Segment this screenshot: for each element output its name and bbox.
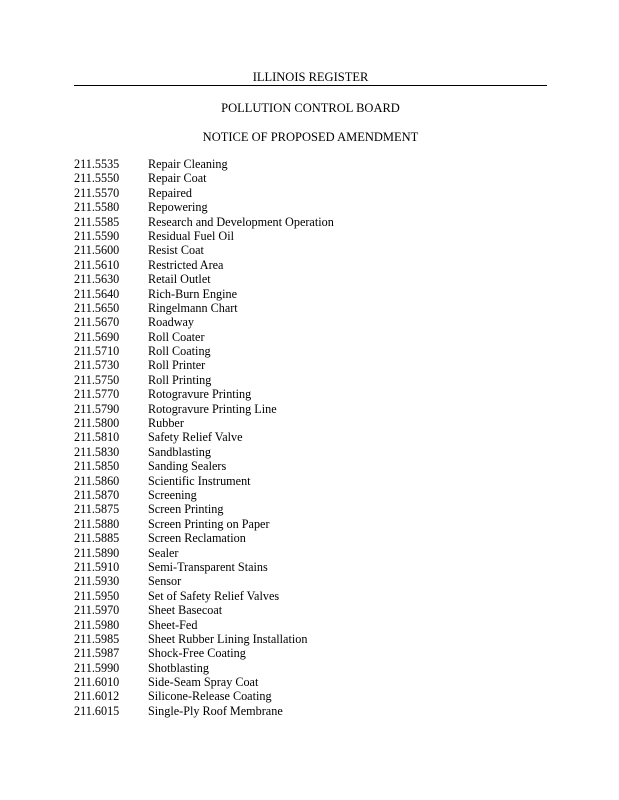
definition-term: Research and Development Operation: [148, 214, 334, 229]
list-item: [74, 560, 334, 574]
list-item: [74, 373, 334, 387]
list-item: [74, 315, 334, 329]
header-rule: [74, 85, 547, 86]
definition-term: Repair Cleaning: [148, 157, 228, 171]
section-number: 211.5535: [74, 157, 120, 171]
list-item: [74, 603, 334, 617]
definition-term: Resist Coat: [148, 243, 204, 258]
section-number: 211.5570: [74, 185, 120, 200]
section-number: 211.5850: [74, 459, 120, 474]
list-item: [74, 287, 334, 301]
section-number: 211.5670: [74, 315, 120, 330]
section-number: 211.5885: [74, 531, 120, 546]
definition-term: Sheet Basecoat: [148, 603, 223, 618]
section-number: 211.5650: [74, 300, 120, 315]
definition-term: Screen Reclamation: [148, 531, 246, 546]
definition-term: Semi-Transparent Stains: [148, 559, 268, 574]
list-item: [74, 675, 334, 689]
board-name: POLLUTION CONTROL BOARD: [221, 101, 400, 115]
definition-term: Roadway: [148, 315, 195, 330]
list-item: [74, 517, 334, 531]
list-item: [74, 646, 334, 660]
section-number: 211.5985: [74, 631, 120, 646]
section-number: 211.5990: [74, 660, 120, 675]
definition-term: Roll Coater: [148, 329, 205, 344]
definition-term: Residual Fuel Oil: [148, 228, 234, 243]
list-item: [74, 574, 334, 588]
definition-term: Safety Relief Valve: [148, 430, 243, 445]
list-item: [74, 330, 334, 344]
section-number: 211.5910: [74, 559, 120, 574]
section-number: 211.5980: [74, 617, 120, 632]
list-item: [74, 474, 334, 488]
definition-term: Set of Safety Relief Valves: [148, 588, 280, 603]
definition-term: Shock-Free Coating: [148, 646, 246, 661]
definition-term: Rich-Burn Engine: [148, 286, 238, 301]
definition-term: Rotogravure Printing Line: [148, 401, 277, 416]
section-number: 211.5580: [74, 200, 120, 215]
list-item: [74, 358, 334, 372]
section-number: 211.5800: [74, 416, 120, 431]
definition-term: Scientific Instrument: [148, 473, 251, 488]
list-item: [74, 416, 334, 430]
list-item: [74, 171, 334, 185]
definition-term: Ringelmann Chart: [148, 300, 238, 315]
list-item: [74, 258, 334, 272]
section-number: 211.6010: [74, 675, 120, 690]
section-number: 211.5950: [74, 588, 120, 603]
definition-term: Repowering: [148, 200, 208, 215]
list-item: [74, 157, 334, 171]
section-number: 211.5600: [74, 243, 120, 258]
list-item: [74, 387, 334, 401]
list-item: [74, 243, 334, 257]
list-item: [74, 229, 334, 243]
list-item: [74, 344, 334, 358]
definition-term: Rubber: [148, 416, 184, 431]
list-item: [74, 215, 334, 229]
list-item: [74, 689, 334, 703]
list-item: [74, 445, 334, 459]
section-number: 211.5585: [74, 214, 120, 229]
list-item: [74, 402, 334, 416]
definition-term: Retail Outlet: [148, 272, 211, 287]
list-item: [74, 186, 334, 200]
list-item: [74, 272, 334, 286]
section-number: 211.5860: [74, 473, 120, 488]
section-number: 211.5550: [74, 171, 120, 186]
section-number: 211.5890: [74, 545, 120, 560]
list-item: [74, 618, 334, 632]
section-number: 211.5730: [74, 358, 120, 373]
section-number: 211.5770: [74, 387, 120, 402]
list-item: [74, 589, 334, 603]
definitions-list: [74, 157, 334, 718]
definition-term: Roll Coating: [148, 344, 211, 359]
section-number: 211.5710: [74, 344, 120, 359]
definition-term: Sandblasting: [148, 444, 211, 459]
definition-term: Repair Coat: [148, 171, 207, 186]
list-item: [74, 459, 334, 473]
section-number: 211.6015: [74, 703, 120, 718]
section-number: 211.5610: [74, 257, 120, 272]
list-item: [74, 502, 334, 516]
definition-term: Repaired: [148, 185, 192, 200]
section-number: 211.5830: [74, 444, 120, 459]
section-number: 211.5880: [74, 516, 120, 531]
definition-term: Sensor: [148, 574, 182, 589]
section-number: 211.5970: [74, 603, 120, 618]
definition-term: Sanding Sealers: [148, 459, 227, 474]
list-item: [74, 661, 334, 675]
list-item: [74, 704, 334, 718]
definition-term: Sheet Rubber Lining Installation: [148, 631, 308, 646]
list-item: [74, 546, 334, 560]
definition-term: Screen Printing: [148, 502, 224, 517]
register-title: ILLINOIS REGISTER: [252, 70, 369, 84]
definition-term: Rotogravure Printing: [148, 387, 252, 402]
definition-term: Roll Printing: [148, 372, 212, 387]
definition-term: Screen Printing on Paper: [148, 516, 270, 531]
definition-term: Sealer: [148, 545, 179, 560]
definition-term: Roll Printer: [148, 358, 206, 373]
list-item: [74, 488, 334, 502]
section-number: 211.5630: [74, 272, 120, 287]
section-number: 211.5870: [74, 487, 120, 502]
definition-term: Restricted Area: [148, 257, 224, 272]
notice-title: NOTICE OF PROPOSED AMENDMENT: [202, 130, 419, 144]
section-number: 211.5590: [74, 228, 120, 243]
section-number: 211.6012: [74, 689, 120, 704]
section-number: 211.5750: [74, 372, 120, 387]
section-number: 211.5930: [74, 574, 120, 589]
list-item: [74, 430, 334, 444]
section-number: 211.5987: [74, 646, 120, 661]
definition-term: Shotblasting: [148, 660, 209, 675]
section-number: 211.5810: [74, 430, 120, 445]
list-item: [74, 301, 334, 315]
list-item: [74, 632, 334, 646]
section-number: 211.5875: [74, 502, 120, 517]
section-number: 211.5690: [74, 329, 120, 344]
section-number: 211.5790: [74, 401, 120, 416]
definition-term: Silicone-Release Coating: [148, 689, 272, 704]
definition-term: Sheet-Fed: [148, 617, 198, 632]
list-item: [74, 200, 334, 214]
definition-term: Side-Seam Spray Coat: [148, 675, 259, 690]
definition-term: Screening: [148, 487, 197, 502]
definition-term: Single-Ply Roof Membrane: [148, 703, 283, 718]
section-number: 211.5640: [74, 286, 120, 301]
list-item: [74, 531, 334, 545]
